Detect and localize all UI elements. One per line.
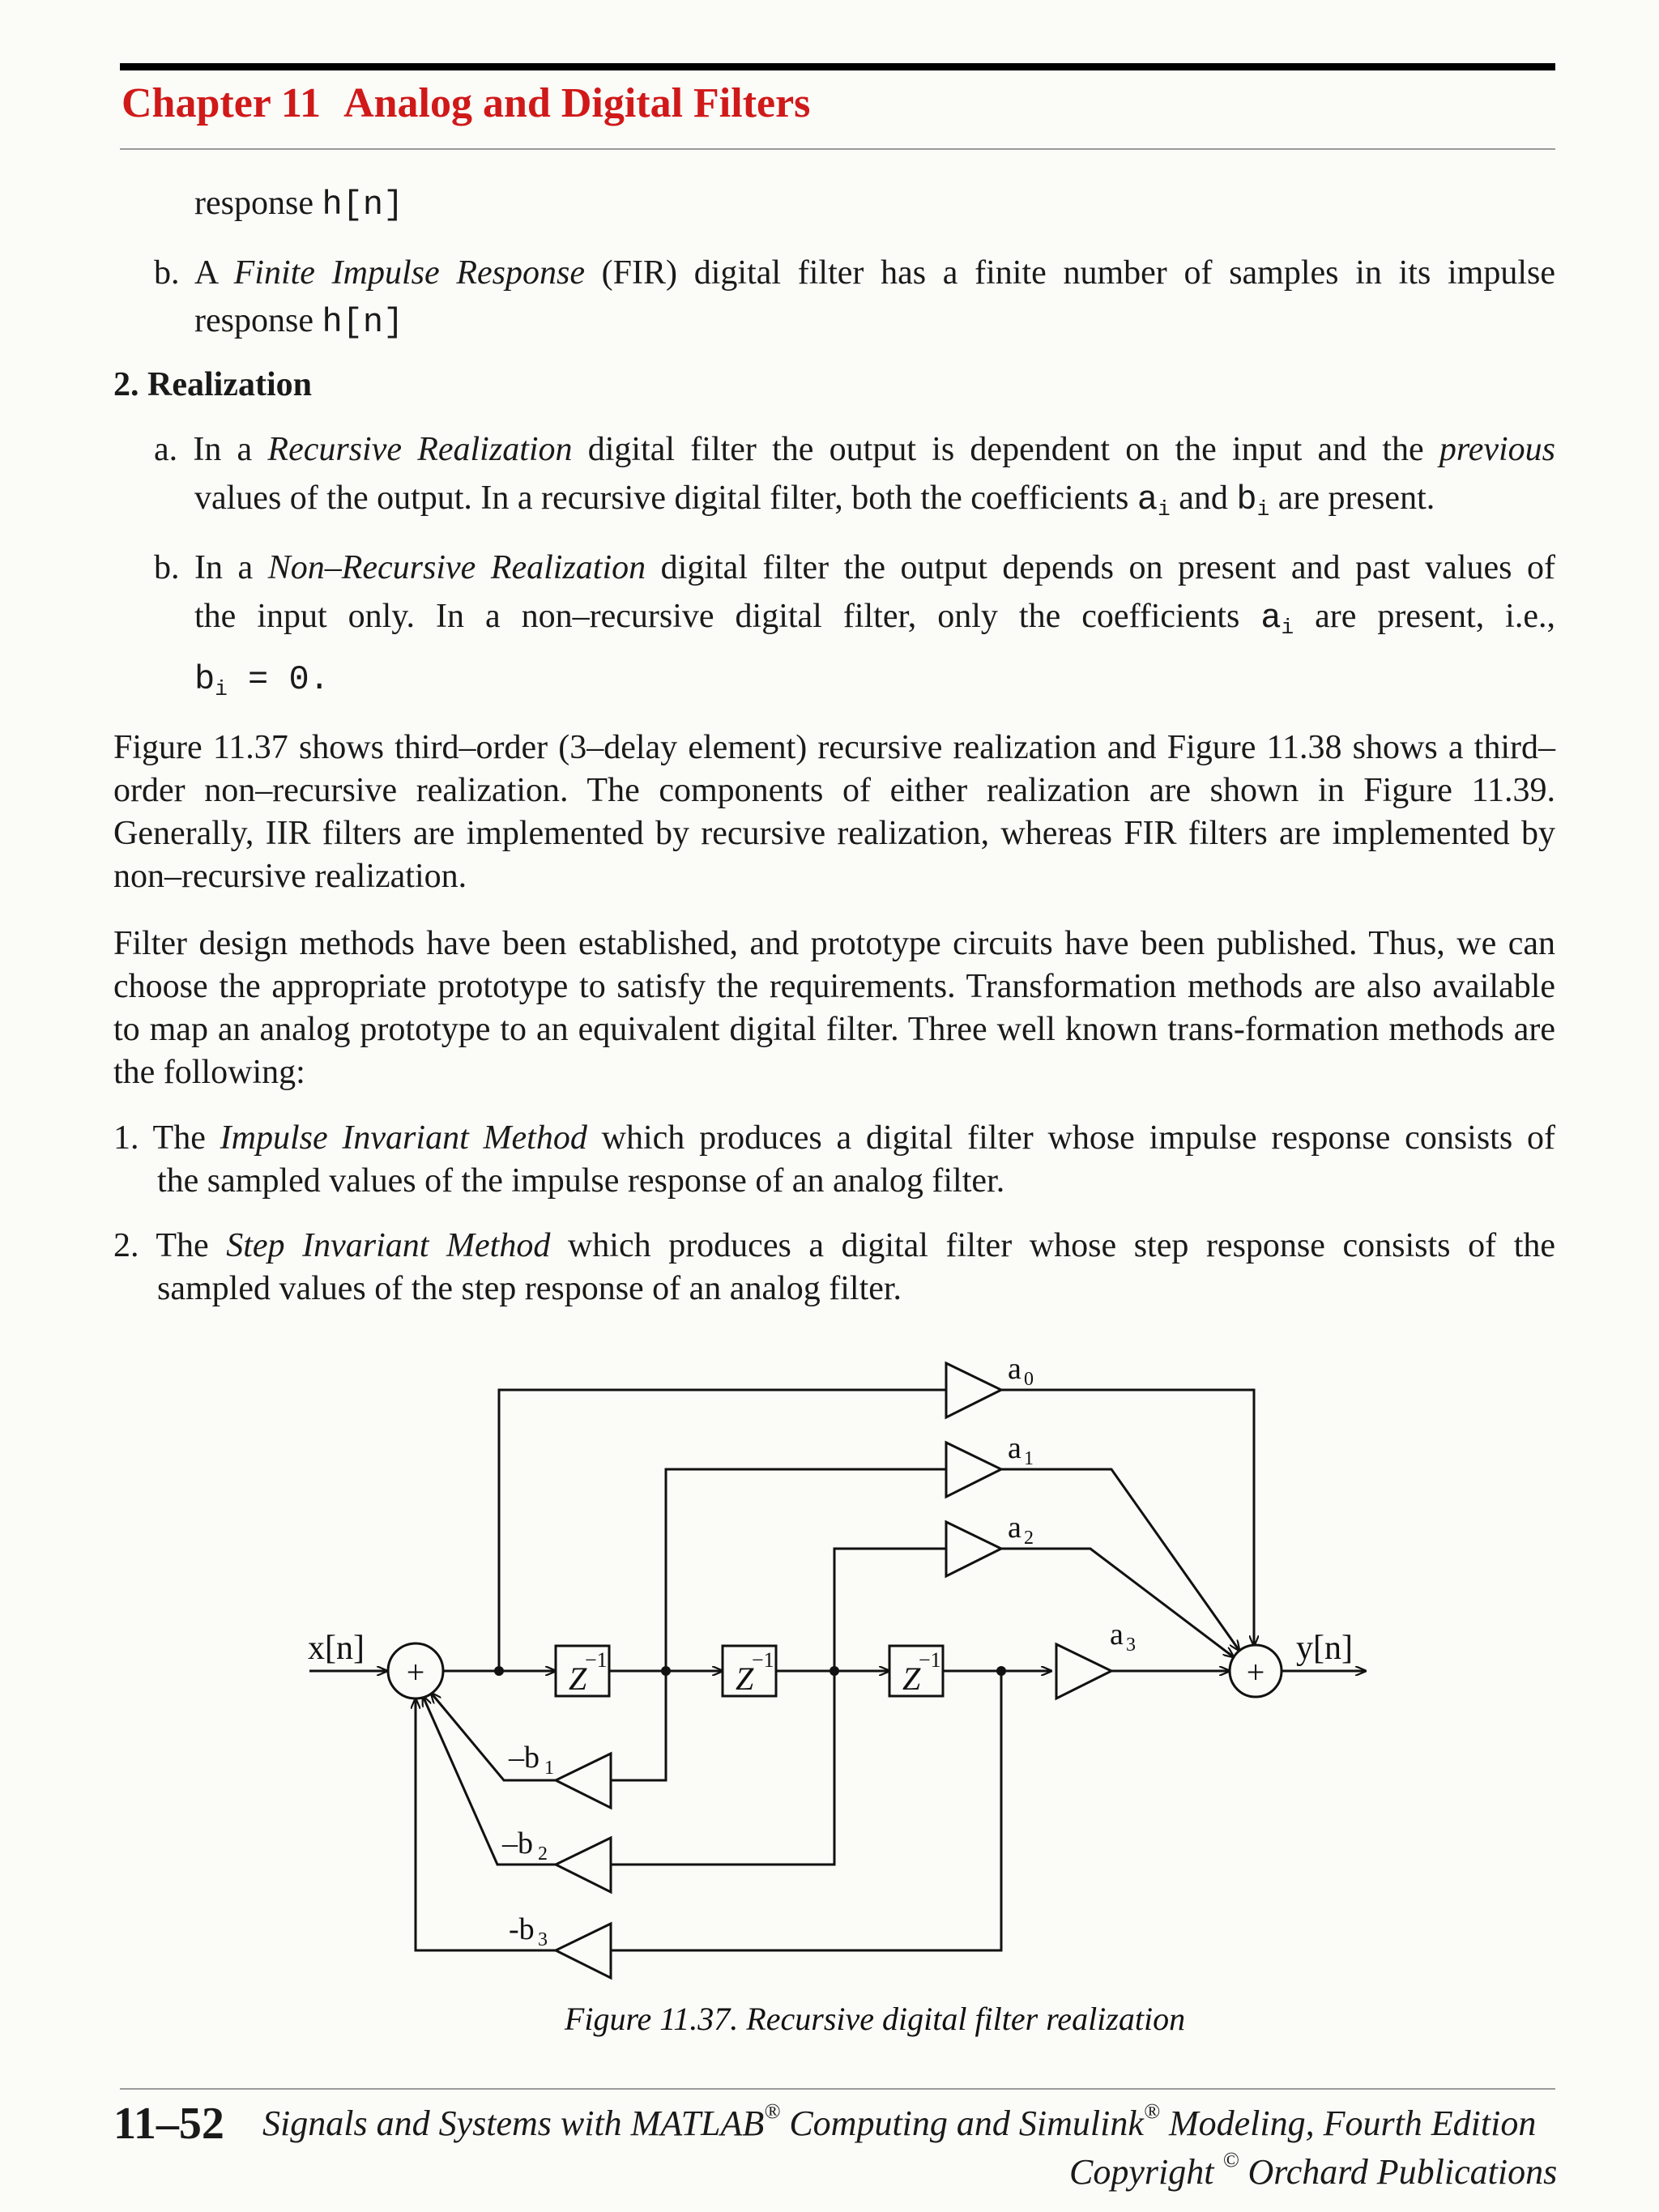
svg-text:Z: Z [736,1660,754,1697]
footer-rule [120,2088,1555,2090]
svg-text:a: a [1008,1431,1021,1465]
svg-text:2: 2 [538,1843,548,1865]
copyright-line: Copyright © Orchard Publications [1069,2146,1558,2192]
item-1b-line2: response h[n] [194,302,404,342]
label-b2 [501,1826,548,1865]
svg-text:3: 3 [538,1929,548,1950]
junction-dot [494,1666,504,1676]
svg-text:Z: Z [569,1660,587,1697]
wire-to-a1 [666,1469,946,1671]
label-a3 [1110,1617,1136,1656]
chapter-title: Analog and Digital Filters [343,80,811,126]
input-sum-plus: + [406,1654,425,1690]
item-2a-line1: a. In a Recursive Realization digital filter the output is dependent on the input and the previous [154,431,1556,468]
gain-b3-triangle [556,1924,611,1978]
gain-a1-triangle [946,1443,1001,1497]
item-2b-line1: b. In a Non–Recursive Realization digital filter the output depends on present and past values of [154,549,1555,586]
svg-text:a: a [1110,1617,1124,1652]
junction-dot [661,1666,671,1676]
figure-caption: Figure 11.37. Recursive digital filter realization [564,2001,1186,2037]
svg-text:2: 2 [1024,1528,1034,1549]
gain-a3-triangle [1056,1644,1111,1698]
svg-text:0: 0 [1024,1369,1034,1390]
svg-text:−1: −1 [919,1648,941,1672]
wire-a0-to-sum [1001,1390,1254,1646]
item-2b-line3: $b_i = 0$. [194,660,330,701]
junction-dot [830,1666,839,1676]
output-label: y[n] [1296,1630,1353,1667]
chapter-label: Chapter 11 [122,80,322,126]
wire-b3-to-sum [416,1698,556,1950]
svg-text:-b: -b [509,1912,535,1946]
label-a0 [1008,1352,1034,1390]
output-sum-plus: + [1246,1654,1265,1690]
input-label: x[n] [308,1630,365,1667]
wire-to-b2 [611,1671,834,1865]
svg-text:3: 3 [1126,1634,1136,1656]
wire-to-b3 [611,1671,1001,1950]
svg-text:–b: –b [509,1741,539,1775]
gain-a2-triangle [946,1522,1001,1576]
method-2-line1: 2. The Step Invariant Method which produces a digital filter whose step response consists of the [113,1227,1556,1264]
item-2b-line2: the input only. In a non–recursive digital filter, only the coefficients $a_i$ are present, i.e., [194,598,1555,640]
paragraph-2: Filter design methods have been established, and prototype circuits have been published. Thus, we can choose the appropriate prototype to satisfy the requirements. Transformation methods are also available to map an analog prototype to an equivalent digital filter. Three well known trans-formation methods are the following: [113,925,1555,1091]
book-title: Signals and Systems with MATLAB® Computing and Simulink® Modeling, Fourth Edition [262,2098,1537,2143]
svg-text:1: 1 [1024,1448,1034,1469]
svg-text:1: 1 [544,1758,554,1779]
gain-b1-triangle [556,1754,611,1808]
svg-text:a: a [1008,1352,1021,1386]
item-2a-line2: values of the output. In a recursive digital filter, both the coefficients $a_i$ and $b_i$ are present. [194,479,1435,522]
method-2-line2: sampled values of the step response of an analog filter. [157,1270,902,1307]
method-1-line1: 1. The Impulse Invariant Method which produces a digital filter whose impulse response consists of [113,1119,1555,1157]
label-b3 [509,1912,548,1950]
svg-text:−1: −1 [585,1648,608,1672]
page-number: 11–52 [113,2099,224,2149]
gain-b2-triangle [556,1838,611,1892]
section-2-heading: 2. Realization [113,366,312,403]
wire-to-a0 [499,1390,946,1671]
svg-text:Z: Z [902,1660,921,1697]
item-1b-line1: b. A Finite Impulse Response (FIR) digital filter has a finite number of samples in its impulse [154,254,1555,292]
svg-text:−1: −1 [752,1648,774,1672]
svg-text:a: a [1008,1511,1021,1545]
gain-a0-triangle [946,1363,1001,1417]
paragraph-1: Figure 11.37 shows third–order (3–delay element) recursive realization and Figure 11.38 shows a third–order non–recursive realization. The components of either realization are shown in Figure 11.39. Generally, IIR filters are implemented by recursive realization, whereas FIR filters are implemented by non–recursive realization. [113,729,1555,895]
continued-line: response h[n] [194,185,404,224]
junction-dot [996,1666,1006,1676]
label-b1 [508,1741,554,1779]
method-1-line2: the sampled values of the impulse response of an analog filter. [157,1162,1005,1200]
svg-text:–b: –b [502,1826,533,1860]
label-a2 [1008,1511,1034,1549]
label-a1 [1008,1431,1034,1469]
wire-to-b1 [611,1671,666,1780]
